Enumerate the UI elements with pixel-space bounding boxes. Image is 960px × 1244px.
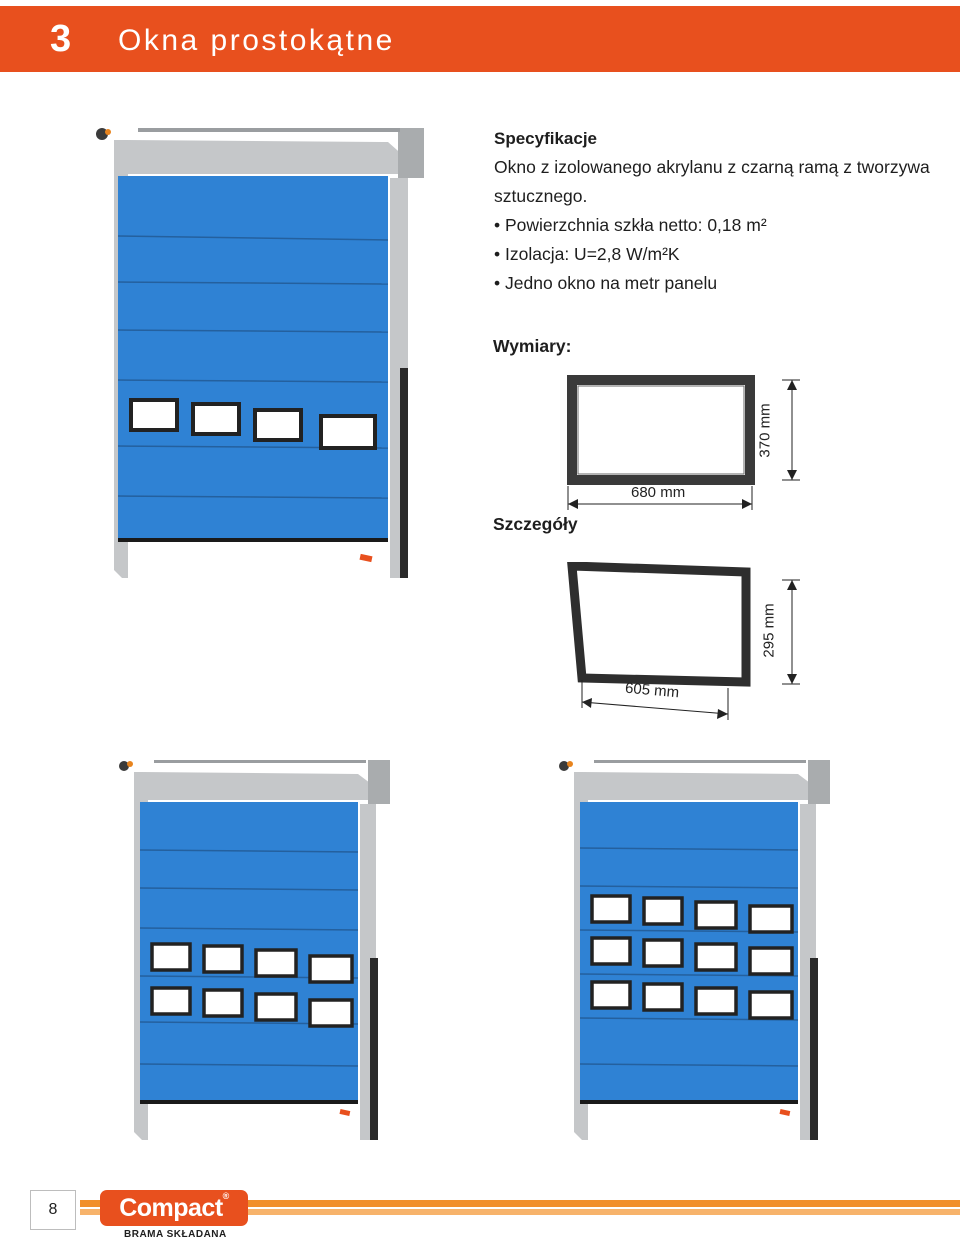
brand-logo-text: Compact <box>119 1194 223 1222</box>
spec-bullet-insulation: • Izolacja: U=2,8 W/m²K <box>494 240 934 269</box>
inner-height-label: 295 mm <box>760 603 778 658</box>
outer-width-label: 680 mm <box>631 484 686 501</box>
dimensions-heading: Wymiary: <box>493 336 572 356</box>
door-illustration-one-row <box>88 118 438 588</box>
section-header <box>0 6 960 72</box>
door-illustration-three-rows <box>552 752 902 1152</box>
spec-description: Okno z izolowanego akrylanu z czarną ramą z tworzywa sztucznego. <box>494 157 930 206</box>
page-number: 8 <box>30 1190 76 1230</box>
spec-bullet-list <box>494 211 934 298</box>
specifications <box>494 124 934 298</box>
section-title: Okna prostokątne <box>118 24 395 57</box>
inner-width-label: 605 mm <box>624 679 680 702</box>
outer-height-label: 370 mm <box>756 403 774 458</box>
door-illustration-two-rows <box>112 752 462 1152</box>
brand-logo-mark: ® <box>222 1191 229 1201</box>
brand-logo <box>100 1190 248 1226</box>
spec-bullet-glass-area: • Powierzchnia szkła netto: 0,18 m² <box>494 211 934 240</box>
spec-bullet-windows-per-panel: • Jedno okno na metr panelu <box>494 269 934 298</box>
spec-heading: Specyfikacje <box>494 129 598 148</box>
details-heading: Szczegóły <box>493 514 578 534</box>
brand-subtitle: BRAMA SKŁADANA <box>124 1229 227 1240</box>
section-number: 3 <box>50 18 72 60</box>
